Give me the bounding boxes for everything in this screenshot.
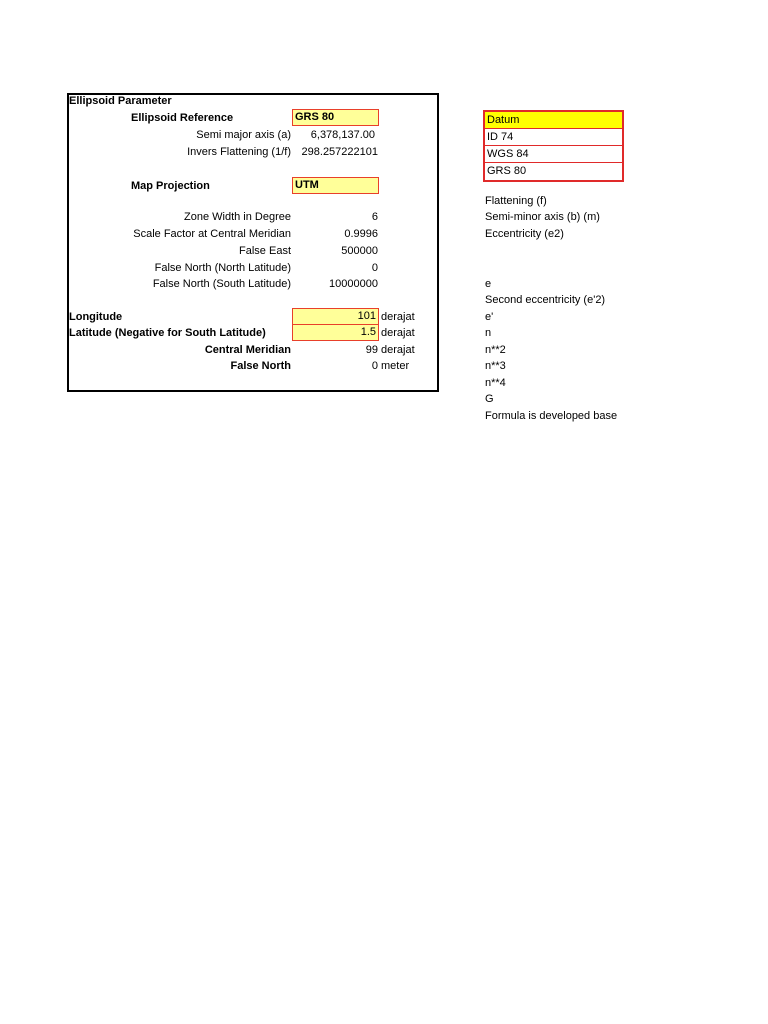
second-eccentricity-label: Second eccentricity (e'2) bbox=[485, 294, 606, 306]
false-north-south-label: False North (South Latitude) bbox=[152, 278, 291, 290]
false-north-north-value: 0 bbox=[371, 262, 378, 274]
inverse-flattening-value: 298.257222101 bbox=[301, 146, 378, 158]
false-east-value: 500000 bbox=[341, 245, 378, 257]
zone-width-value: 6 bbox=[371, 211, 378, 223]
longitude-unit: derajat bbox=[381, 311, 415, 323]
scale-factor-value: 0.9996 bbox=[344, 228, 378, 240]
map-projection-label: Map Projection bbox=[131, 180, 210, 192]
false-north-south-value: 10000000 bbox=[329, 278, 378, 290]
e-label: e bbox=[485, 278, 492, 290]
scale-factor-label: Scale Factor at Central Meridian bbox=[133, 228, 291, 240]
false-north-north-label: False North (North Latitude) bbox=[154, 262, 291, 274]
datum-option[interactable]: GRS 80 bbox=[487, 165, 527, 177]
false-north-unit: meter bbox=[381, 360, 410, 372]
semi-major-axis-label: Semi major axis (a) bbox=[196, 129, 291, 141]
false-north-value: 0 bbox=[371, 360, 378, 372]
flattening-label: Flattening (f) bbox=[485, 195, 547, 207]
central-meridian-value: 99 bbox=[365, 344, 378, 356]
section-title: Ellipsoid Parameter bbox=[69, 95, 172, 107]
datum-table bbox=[483, 110, 624, 182]
ellipsoid-reference-input[interactable]: GRS 80 bbox=[292, 109, 379, 126]
datum-option[interactable]: WGS 84 bbox=[485, 146, 622, 163]
semi-minor-axis-label: Semi-minor axis (b) (m) bbox=[485, 211, 600, 223]
latitude-label: Latitude (Negative for South Latitude) bbox=[69, 327, 266, 339]
latitude-unit: derajat bbox=[381, 327, 415, 339]
longitude-input[interactable]: 101 bbox=[292, 308, 379, 325]
datum-option[interactable]: ID 74 bbox=[485, 129, 622, 146]
semi-major-axis-value: 6,378,137.00 bbox=[310, 129, 375, 141]
map-projection-input[interactable]: UTM bbox=[292, 177, 379, 194]
n3-label: n**3 bbox=[485, 360, 506, 372]
zone-width-label: Zone Width in Degree bbox=[184, 211, 291, 223]
longitude-label: Longitude bbox=[69, 311, 123, 323]
central-meridian-unit: derajat bbox=[381, 344, 415, 356]
central-meridian-label: Central Meridian bbox=[204, 344, 291, 356]
eccentricity-label: Eccentricity (e2) bbox=[485, 228, 564, 240]
inverse-flattening-label: Invers Flattening (1/f) bbox=[187, 146, 291, 158]
g-label: G bbox=[485, 393, 494, 405]
formula-note: Formula is developed base bbox=[485, 410, 618, 422]
false-east-label: False East bbox=[239, 245, 291, 257]
ellipsoid-reference-label: Ellipsoid Reference bbox=[131, 112, 234, 124]
false-north-label: False North bbox=[230, 360, 291, 372]
e-prime-label: e' bbox=[485, 311, 494, 323]
n4-label: n**4 bbox=[485, 377, 506, 389]
n-label: n bbox=[485, 327, 492, 339]
datum-header: Datum bbox=[485, 112, 622, 129]
latitude-input[interactable]: 1.5 bbox=[292, 324, 379, 341]
n2-label: n**2 bbox=[485, 344, 506, 356]
